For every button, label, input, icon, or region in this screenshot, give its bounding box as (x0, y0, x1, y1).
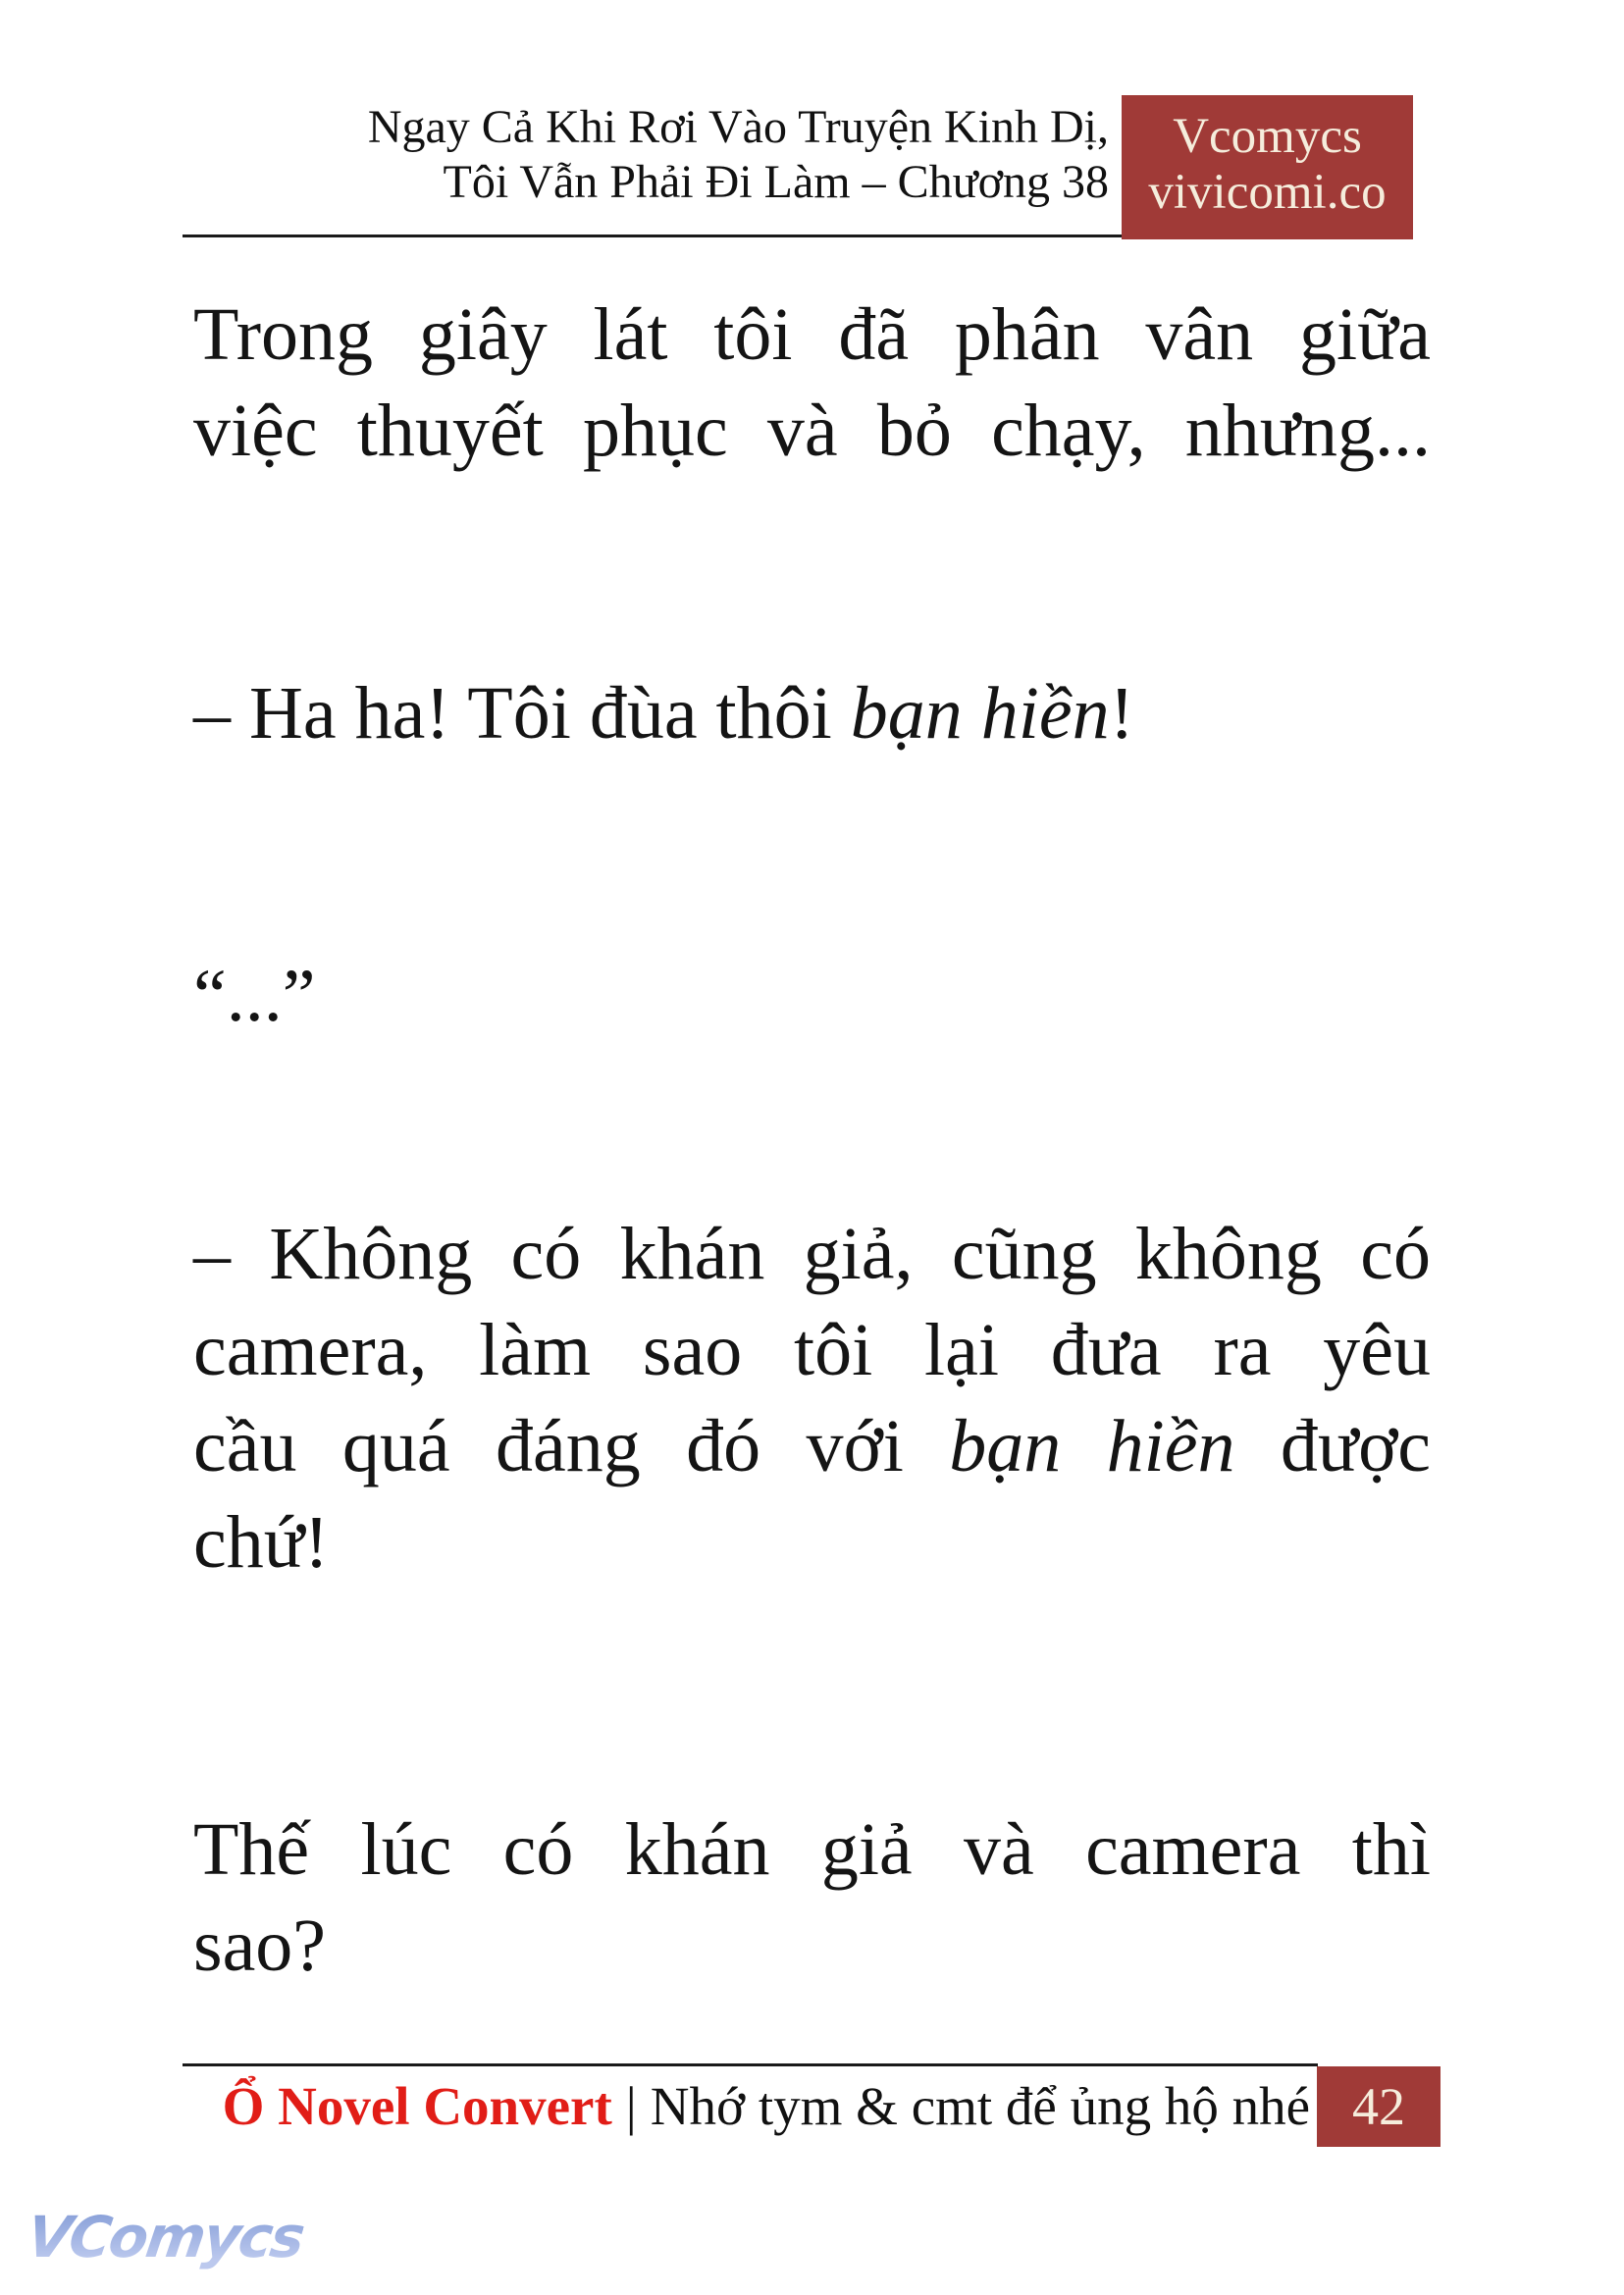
footer-separator: | (625, 2076, 637, 2136)
page-number-badge (1317, 2066, 1441, 2147)
text-line: camera, làm sao tôi lại đưa ra yêu (193, 1309, 1431, 1391)
vcomycs-watermark-logo: VComycs (23, 2204, 308, 2270)
footer-divider (183, 2063, 1318, 2066)
text-line: cầu quá đáng đó với bạn hiền được (193, 1405, 1431, 1487)
paragraph (193, 1801, 1431, 1994)
brand-name: Vcomycs (1173, 109, 1362, 164)
brand-site: vivicomi.co (1148, 165, 1387, 220)
text-line: sao? (193, 1904, 327, 1987)
text-line: – Ha ha! Tôi đùa thôi bạn hiền! (193, 672, 1134, 755)
brand-box (1122, 95, 1413, 239)
footer (223, 2076, 1310, 2137)
text-line: việc thuyết phục và bỏ chạy, nhưng... (193, 390, 1431, 472)
paragraph (193, 287, 1431, 479)
chapter-title-line-1: Ngay Cả Khi Rơi Vào Truyện Kinh Dị, (367, 101, 1109, 153)
paragraph (193, 1206, 1431, 1591)
footer-brand: Ổ Novel Convert (222, 2076, 612, 2136)
text-line: – Không có khán giả, cũng không có (193, 1213, 1431, 1295)
paragraph (193, 665, 1431, 761)
text-line: chứ! (193, 1501, 330, 1584)
text-line: Trong giây lát tôi đã phân vân giữa (193, 293, 1431, 376)
footer-note: Nhớ tym & cmt để ủng hộ nhé (650, 2076, 1310, 2136)
text-line: Thế lúc có khán giả và camera thì (193, 1808, 1431, 1891)
paragraph (193, 948, 1431, 1044)
body-text (193, 287, 1431, 1994)
text-line: “...” (193, 955, 316, 1037)
chapter-title (196, 100, 1109, 210)
chapter-title-line-2: Tôi Vẫn Phải Đi Làm – Chương 38 (443, 156, 1109, 208)
page-number: 42 (1352, 2077, 1405, 2136)
